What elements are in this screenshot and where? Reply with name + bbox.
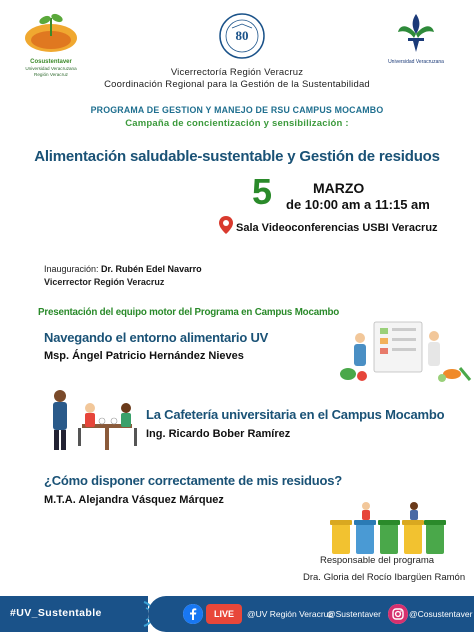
logo-right-caption: Universidad Veracruzana xyxy=(388,59,444,65)
talk-2-speaker: Ing. Ricardo Bober Ramírez xyxy=(146,428,291,440)
twitter-handle[interactable]: @Sustentaver xyxy=(327,609,381,619)
inauguration-label: Inauguración: xyxy=(44,264,102,274)
event-title: Alimentación saludable-sustentable y Gestión de residuos xyxy=(34,148,440,165)
event-day: 5 xyxy=(252,171,273,212)
presentation-heading: Presentación del equipo motor del Programa en Campus Mocambo xyxy=(38,307,340,318)
nutrition-illustration xyxy=(334,318,474,384)
cosustentaver-logo xyxy=(22,10,80,77)
talk-1-speaker: Msp. Ángel Patricio Hernández Nieves xyxy=(44,350,244,362)
flor-de-lis-icon xyxy=(384,10,448,54)
uv-flor-de-lis-logo xyxy=(384,10,448,72)
inauguration-line xyxy=(44,264,202,274)
hashtag: #UV_Sustentable xyxy=(10,607,102,619)
campaign-subtitle: Campaña de concientización y sensibilización : xyxy=(125,118,349,129)
event-time: de 10:00 am a 11:15 am xyxy=(286,197,430,212)
logo-center-number: 80 xyxy=(235,28,249,43)
recycling-bins-illustration xyxy=(326,496,448,558)
inauguration-role: Vicerrector Región Veracruz xyxy=(44,277,165,287)
header-line-1: Vicerrectoría Región Veracruz xyxy=(170,67,304,78)
uv-80-anniversary-logo xyxy=(218,10,266,68)
event-month: MARZO xyxy=(313,180,365,196)
facebook-handle[interactable]: @UV Región Veracruz xyxy=(247,609,333,619)
instagram-handle[interactable]: @Cosustentaver xyxy=(409,609,473,619)
logo-left-caption-2: Región Veracruz xyxy=(34,71,68,77)
talk-1-title: Navegando el entorno alimentario UV xyxy=(44,330,269,345)
header-line-2: Coordinación Regional para la Gestión de la Sustentabilidad xyxy=(104,79,370,90)
cafeteria-illustration xyxy=(42,384,146,454)
program-name: PROGRAMA DE GESTION Y MANEJO DE RSU CAMPUS MOCAMBO xyxy=(90,105,384,115)
logo-left-caption-1: Universidad Veracruzana xyxy=(25,66,77,72)
inauguration-name: Dr. Rubén Edel Navarro xyxy=(101,264,202,274)
logo-left-name: Cosustentaver xyxy=(30,59,72,65)
talk-3-title: ¿Cómo disponer correctamente de mis residuos? xyxy=(44,473,343,488)
responsible-name: Dra. Gloria del Rocío Ibargüen Ramón xyxy=(303,572,466,583)
location-pin-icon xyxy=(219,216,233,234)
footer-hashtag-bar xyxy=(0,596,137,632)
responsible-label: Responsable del programa xyxy=(320,555,435,566)
sprout-hand-icon xyxy=(22,10,80,54)
instagram-icon[interactable] xyxy=(388,604,408,624)
live-badge: LIVE xyxy=(206,604,242,624)
event-venue: Sala Videoconferencias USBI Veracruz xyxy=(236,222,438,234)
talk-3-speaker: M.T.A. Alejandra Vásquez Márquez xyxy=(44,494,224,506)
talk-2-title: La Cafetería universitaria en el Campus Mocambo xyxy=(146,407,445,422)
facebook-icon[interactable] xyxy=(183,604,203,624)
